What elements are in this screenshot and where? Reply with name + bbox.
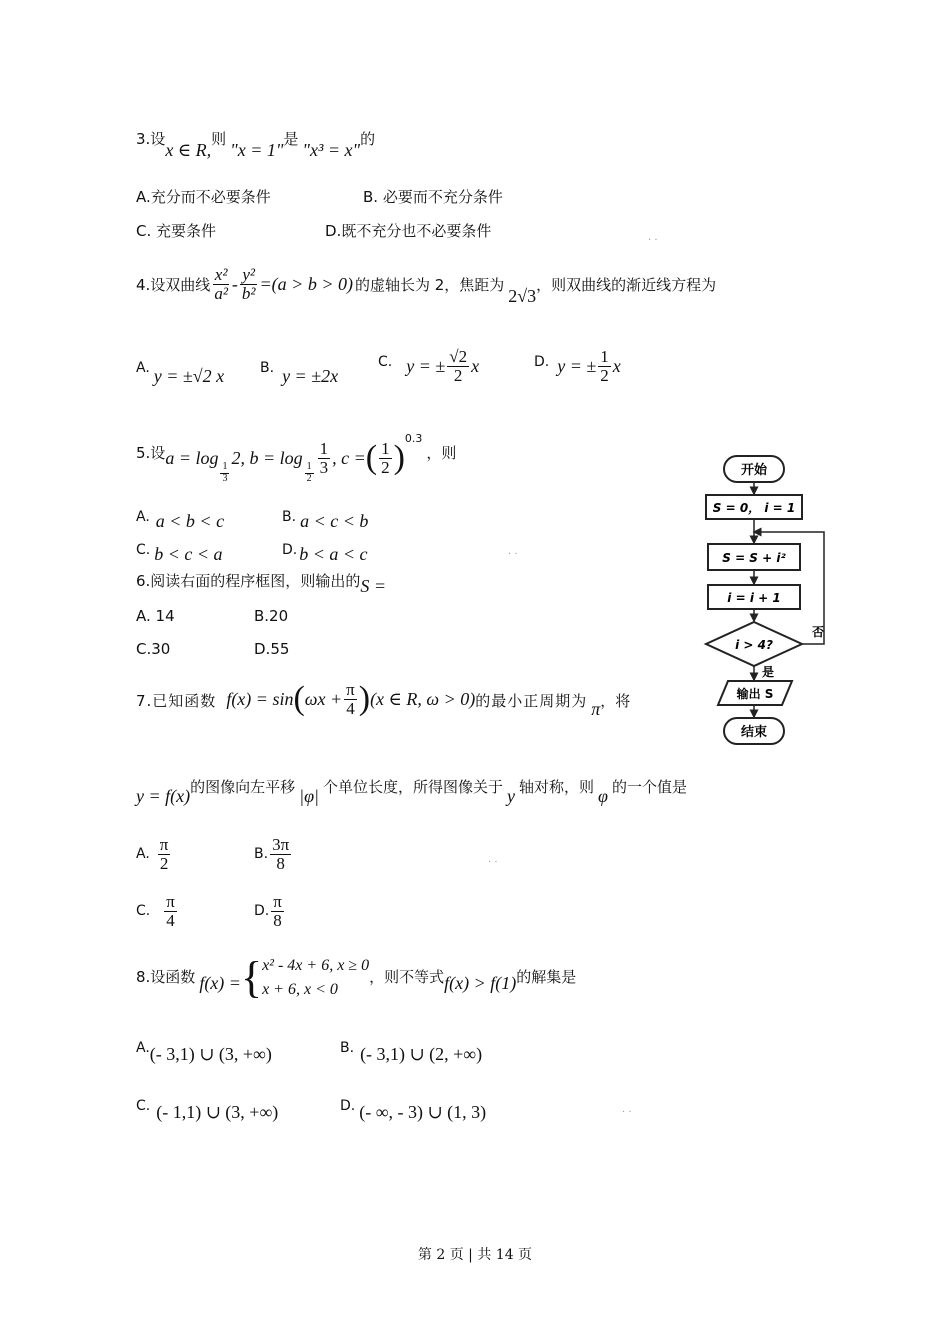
- q5-stem: 5.设 a = log $\frac{1}{3}$ 2, b = log $\frac{1}{2}$ $\frac{1}{3}$ , c = ( $\frac{1}{2}$ ) 0.3 ，则: [136, 432, 457, 484]
- q5-option-c: C. b < c < a: [136, 542, 223, 564]
- flowchart-update-s-text: S = S + i²: [722, 551, 786, 565]
- q3-option-a: A.充分而不必要条件: [136, 188, 271, 206]
- q7-option-b: B. $\frac{3\pi}{8}$: [254, 835, 290, 873]
- q4-option-b: B. y = ±2x: [260, 360, 339, 386]
- q6-stem: 6.阅读右面的程序框图，则输出的S =: [136, 572, 386, 596]
- mark: . .: [648, 232, 658, 243]
- q3-stem: 3.设x ∈ R,则"x = 1"是"x³ = x"的: [136, 130, 376, 160]
- q4-option-c: C. y = ± $\frac{√2}{2}$ x: [378, 347, 480, 385]
- mark: . .: [488, 854, 498, 865]
- q7-option-a: A. $\frac{\pi}{2}$: [136, 835, 169, 873]
- q3-option-d: D.既不充分也不必要条件: [325, 222, 492, 240]
- q7-option-d: D. $\frac{\pi}{8}$: [254, 892, 282, 930]
- flowchart-output-text: 输出 S: [736, 687, 774, 701]
- q7-stem: 7.已知函数 f(x) = sin ( ωx + $\frac{\pi}{4}$ ) (x ∈ R, ω > 0) 的最小正周期为 π ，将: [136, 679, 631, 719]
- q8-option-b: B. (- 3,1) ∪ (2, +∞): [340, 1040, 483, 1064]
- flowchart-end-text: 结束: [740, 725, 768, 740]
- flowchart-start-text: 开始: [740, 463, 768, 478]
- q3-option-b: B. 必要而不充分条件: [363, 188, 503, 206]
- page-footer: 第 2 页 | 共 14 页: [417, 1247, 533, 1263]
- q4-option-a: A. y = ±√2 x: [136, 360, 225, 386]
- q6-option-a: A. 14: [136, 607, 175, 625]
- q8-option-a: A.(- 3,1) ∪ (3, +∞): [136, 1040, 272, 1064]
- q3-option-c: C. 充要条件: [136, 222, 217, 240]
- q7-option-c: C. $\frac{\pi}{4}$: [136, 892, 175, 930]
- q6-option-d: D.55: [254, 640, 290, 658]
- flowchart-init-text: S = 0， i = 1: [712, 501, 796, 515]
- q6-option-b: B.20: [254, 607, 289, 625]
- flowchart-no-label: 否: [812, 625, 825, 639]
- flowchart-update-i-text: i = i + 1: [727, 591, 781, 605]
- mark: . .: [622, 1104, 632, 1115]
- flowchart: [692, 446, 837, 756]
- q5-option-d: D. b < a < c: [282, 542, 368, 564]
- q4-option-d: D. y = ± $\frac{1}{2}$ x: [534, 347, 621, 385]
- q4-stem: 4.设双曲线 $\frac{\text{x²}}{\text{a²}}$ - $\frac{\text{y²}}{\text{b²}}$ =(a > b > 0) 的虚轴长为 2，焦距为 2√3 ，则双曲线的渐近线方程为: [136, 265, 717, 306]
- q8-option-d: D. (- ∞, - 3) ∪ (1, 3): [340, 1098, 487, 1122]
- q6-option-c: C.30: [136, 640, 171, 658]
- flowchart-yes-label: 是: [762, 665, 775, 679]
- mark: . .: [508, 546, 518, 557]
- q7-line2: y = f(x) 的图像向左平移 |φ| 个单位长度，所得图像关于 y 轴对称，则 φ 的一个值是: [136, 778, 688, 806]
- q5-option-a: A. a < b < c: [136, 509, 225, 531]
- q8-stem: 8.设函数 f(x) = { x² - 4x + 6, x ≥ 0 x + 6, x < 0 ，则不等式 f(x) > f(1) 的解集是: [136, 953, 577, 1002]
- q5-option-b: B. a < c < b: [282, 509, 369, 531]
- q8-option-c: C. (- 1,1) ∪ (3, +∞): [136, 1098, 279, 1122]
- flowchart-decision-text: i > 4?: [735, 638, 773, 652]
